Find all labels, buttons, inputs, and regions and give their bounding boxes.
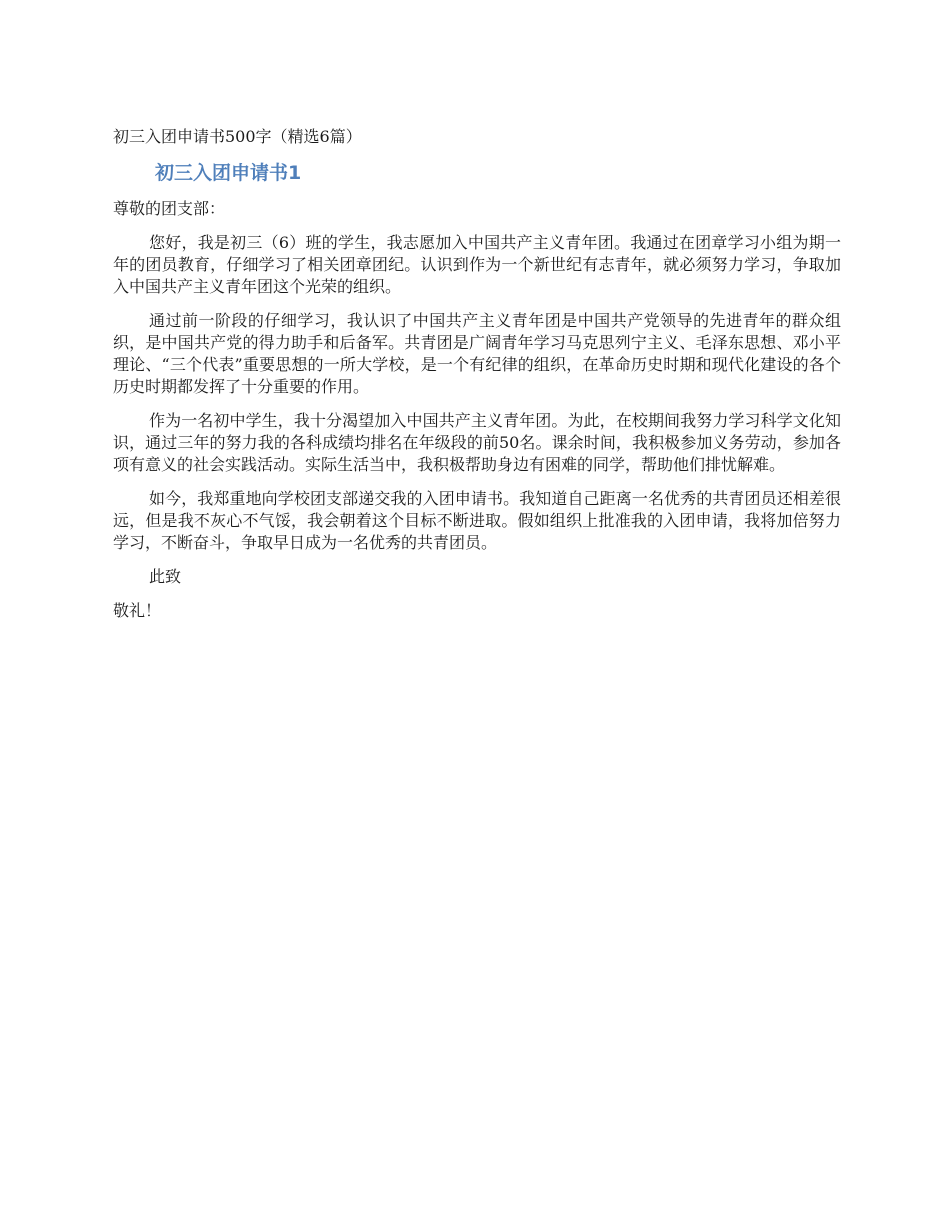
closing-line: 此致 [149, 567, 182, 586]
regards-line: 敬礼！ [113, 601, 162, 620]
body-paragraph-1: 您好，我是初三（6）班的学生，我志愿加入中国共产主义青年团。我通过在团章学习小组为期一年的团员教育，仔细学习了相关团章团纪。认识到作为一个新世纪有志青年，就必须努力学习，争取加入中国共产主义青年团这个光荣的组织。 [113, 233, 841, 296]
body-paragraph-2: 通过前一阶段的仔细学习，我认识了中国共产主义青年团是中国共产党领导的先进青年的群众组织，是中国共产党的得力助手和后备军。共青团是广阔青年学习马克思列宁主义、毛泽东思想、邓小平理论、“三个代表”重要思想的一所大学校，是一个有纪律的组织，在革命历史时期和现代化建设的各个历史时期都发挥了十分重要的作用。 [113, 311, 841, 396]
document-page [113, 126, 841, 622]
body-paragraph-4: 如今，我郑重地向学校团支部递交我的入团申请书。我知道自己距离一名优秀的共青团员还相差很远，但是我不灰心不气馁，我会朝着这个目标不断进取。假如组织上批准我的入团申请，我将加倍努力学习，不断奋斗，争取早日成为一名优秀的共青团员。 [113, 489, 841, 552]
document-title: 初三入团申请书500字（精选6篇） [113, 127, 362, 146]
salutation: 尊敬的团支部： [113, 199, 226, 218]
body-paragraph-3: 作为一名初中学生，我十分渴望加入中国共产主义青年团。为此，在校期间我努力学习科学文化知识，通过三年的努力我的各科成绩均排名在年级段的前50名。课余时间，我积极参加义务劳动，参加各项有意义的社会实践活动。实际生活当中，我积极帮助身边有困难的同学，帮助他们排忧解难。 [113, 411, 841, 474]
section-heading: 初三入团申请书1 [155, 162, 302, 184]
